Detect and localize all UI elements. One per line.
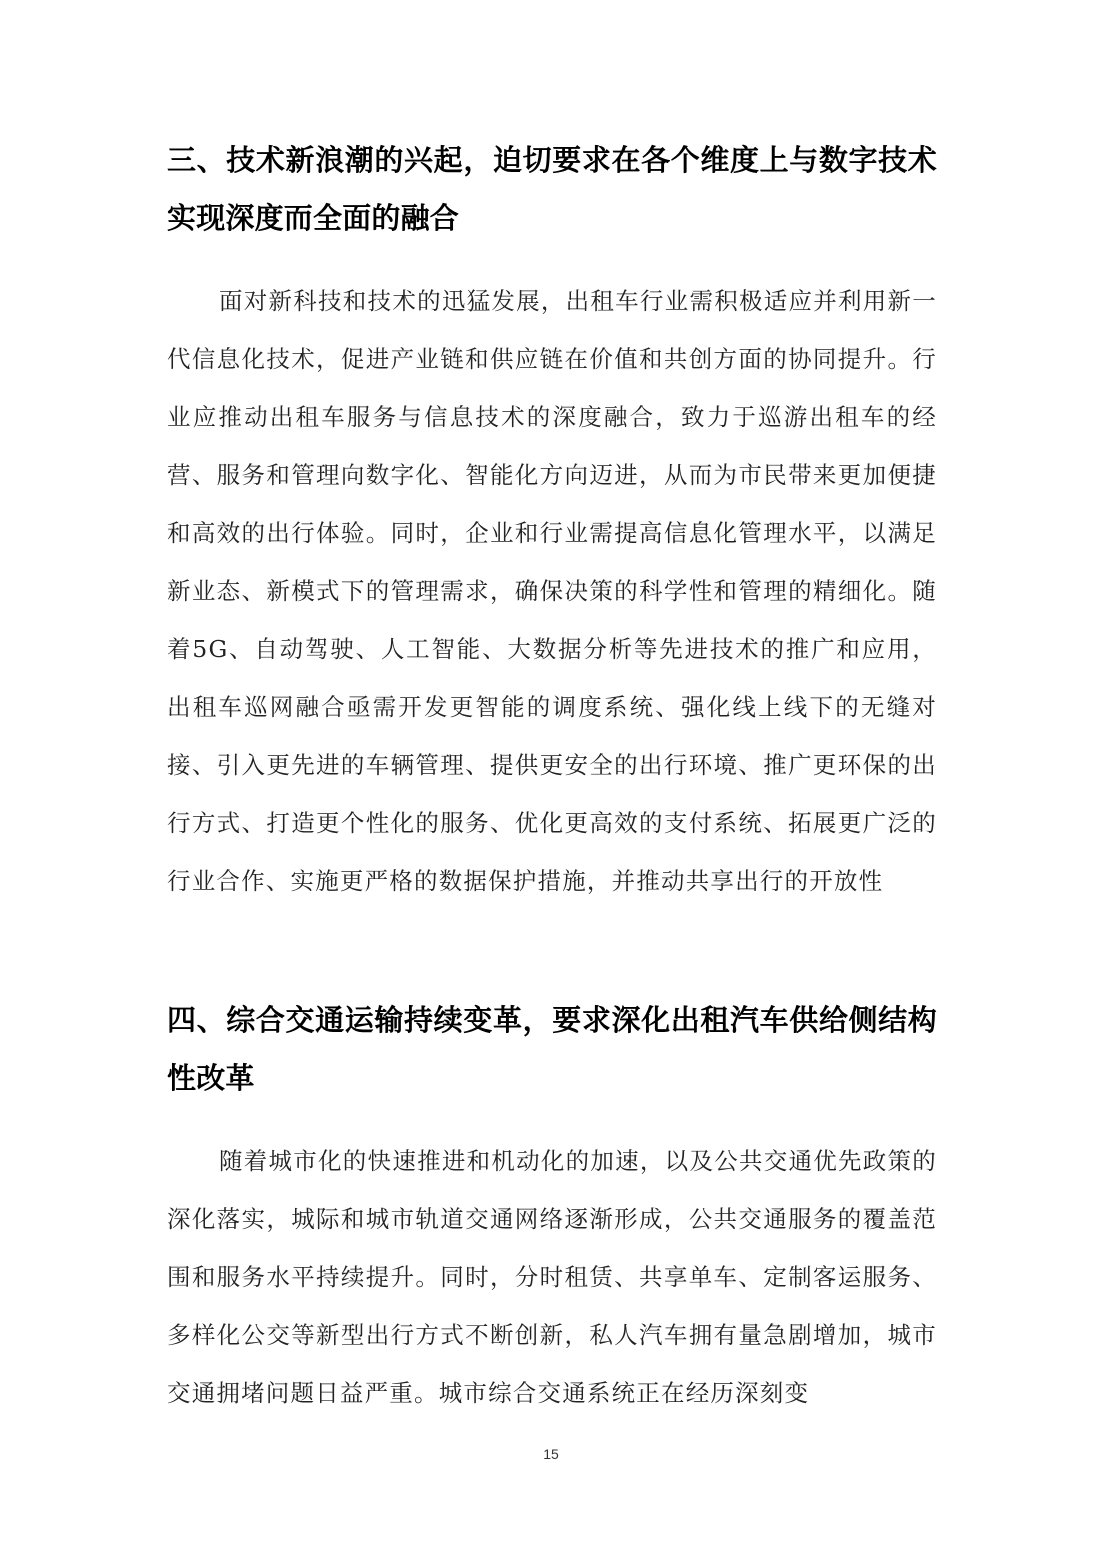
section-heading-4: 四、综合交通运输持续变革，要求深化出租汽车供给侧结构性改革 — [167, 1003, 937, 1095]
section-paragraph-3: 面对新科技和技术的迅猛发展，出租车行业需积极适应并利用新一代信息化技术，促进产业链和供应链在价值和共创方面的协同提升。行业应推动出租车服务与信息技术的深度融合，致力于巡游出租车的经营、服务和管理向数字化、智能化方向迈进，从而为市民带来更加便捷和高效的出行体验。同时，企业和行业需提高信息化管理水平，以满足新业态、新模式下的管理需求，确保决策的科学性和管理的精细化。随着5G、自动驾驶、人工智能、大数据分析等先进技术的推广和应用，出租车巡网融合亟需开发更智能的调度系统、强化线上线下的无缝对接、引入更先进的车辆管理、提供更安全的出行环境、推广更环保的出行方式、打造更个性化的服务、优化更高效的支付系统、拓展更广泛的行业合作、实施更严格的数据保护措施，并推动共享出行的开放性 — [167, 287, 937, 895]
section-heading-3: 三、技术新浪潮的兴起，迫切要求在各个维度上与数字技术实现深度而全面的融合 — [167, 143, 937, 235]
page-number: 15 — [543, 1446, 559, 1462]
section-paragraph-4: 随着城市化的快速推进和机动化的加速，以及公共交通优先政策的深化落实，城际和城市轨道交通网络逐渐形成，公共交通服务的覆盖范围和服务水平持续提升。同时，分时租赁、共享单车、定制客运服务、多样化公交等新型出行方式不断创新，私人汽车拥有量急剧增加，城市交通拥堵问题日益严重。城市综合交通系统正在经历深刻变 — [167, 1147, 937, 1407]
